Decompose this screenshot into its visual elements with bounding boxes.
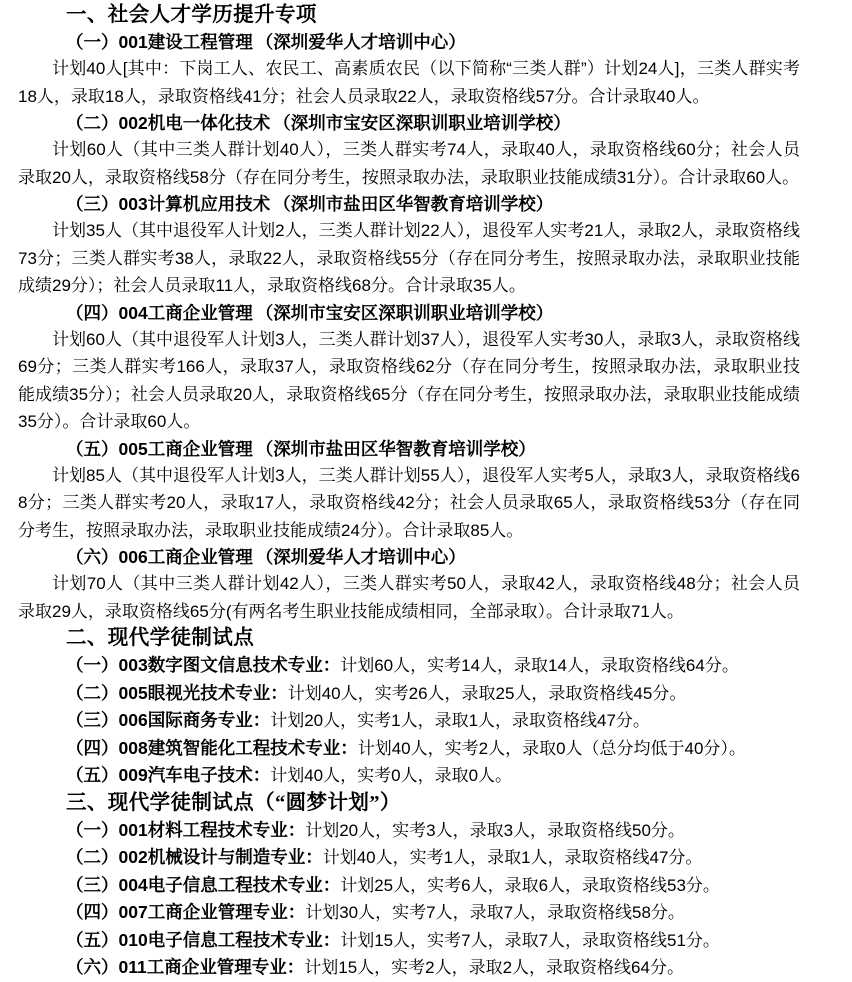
list-item-label: （五）010电子信息工程技术专业：: [66, 929, 341, 950]
list-item-2-3: [18, 707, 800, 735]
list-item-label: （二）005眼视光技术专业：: [66, 682, 288, 703]
list-item-label: （一）001材料工程技术专业：: [66, 819, 306, 840]
subsection-org: （深圳市宝安区深职训职业培训学校）: [273, 113, 571, 133]
list-item-2-5: [18, 762, 800, 790]
list-item-label: （二）002机械设计与制造专业：: [66, 847, 323, 867]
list-item-value: 计划15人，实考7人，录取7人，录取资格线51分。: [340, 930, 720, 950]
subsection-body-1-2: 计划60人（其中三类人群计划40人），三类人群实考74人，录取40人，录取资格线60分；社会人员录取20人，录取资格线58分（存在同分考生，按照录取办法，录取职业技能成绩31分）。合计录取60人。: [18, 140, 800, 187]
subsection-label: （二）002机电一体化技术: [66, 113, 271, 133]
list-item-value: 计划20人，实考3人，录取3人，录取资格线50分。: [305, 820, 685, 840]
subsection-label: （四）004工商企业管理: [66, 302, 253, 323]
subsection-heading-1-1: [18, 29, 800, 55]
list-item-3-4: [18, 899, 800, 927]
subsection-heading-1-2: [18, 110, 800, 136]
list-item-value: 计划15人，实考2人，录取2人，录取资格线64分。: [304, 958, 684, 977]
subsection-label: （一）001建设工程管理: [66, 32, 253, 52]
subsection-org: （深圳市盐田区华智教育培训学校）: [255, 438, 536, 459]
list-item-value: 计划60人，实考14人，录取14人，录取资格线64分。: [340, 656, 739, 675]
list-item-value: 计划25人，实考6人，录取6人，录取资格线53分。: [340, 875, 720, 895]
list-item-label: （三）004电子信息工程技术专业：: [66, 874, 341, 895]
subsection-label: （六）006工商企业管理: [66, 547, 253, 567]
list-item-value: 计划40人，实考0人，录取0人。: [270, 766, 513, 785]
list-item-value: 计划40人，实考1人，录取1人，录取资格线47分。: [322, 848, 703, 867]
subsection-body-1-1: 计划40人[其中：下岗工人、农民工、高素质农民（以下简称“三类人群”）计划24人]，三类人群实考18人，录取18人，录取资格线41分；社会人员录取22人，录取资格线57分。合计录取40人。: [18, 59, 800, 106]
subsection-org: （深圳爱华人才培训中心）: [255, 32, 466, 52]
list-item-2-1: [18, 652, 800, 680]
list-item-2-4: [18, 735, 800, 763]
subsection-heading-1-3: [18, 191, 800, 217]
list-item-3-3: [18, 872, 800, 900]
list-item-2-2: [18, 680, 800, 708]
list-item-3-2: [18, 844, 800, 872]
list-item-value: 计划40人，实考2人，录取0人（总分均低于40分）。: [357, 738, 746, 758]
subsection-heading-1-5: [18, 436, 800, 462]
subsection-label: （五）005工商企业管理: [66, 438, 253, 459]
subsection-org: （深圳爱华人才培训中心）: [255, 547, 466, 567]
list-item-3-1: [18, 817, 800, 845]
subsection-org: （深圳市盐田区华智教育培训学校）: [273, 194, 554, 214]
subsection-body-1-6: 计划70人（其中三类人群计划42人），三类人群实考50人，录取42人，录取资格线48分；社会人员录取29人，录取资格线65分(有两名考生职业技能成绩相同，全部录取）。合计录取71人。: [18, 574, 800, 621]
list-item-label: （五）009汽车电子技术：: [66, 765, 271, 785]
subsection-body-1-3: 计划35人（其中退役军人计划2人，三类人群计划22人），退役军人实考21人，录取2人，录取资格线73分；三类人群实考38人，录取22人，录取资格线55分（存在同分考生，按照录取办法，录取职业技能成绩29分）；社会人员录取11人，录取资格线68分。合计录取35人。: [18, 221, 800, 295]
list-item-3-5: [18, 927, 800, 955]
section-heading-1: 一、社会人才学历提升专项: [66, 4, 317, 26]
list-item-value: 计划30人，实考7人，录取7人，录取资格线58分。: [305, 903, 685, 922]
subsection-heading-1-6: [18, 544, 800, 570]
list-item-label: （一）003数字图文信息技术专业：: [66, 655, 341, 675]
list-item-value: 计划40人，实考26人，录取25人，录取资格线45分。: [287, 683, 687, 703]
list-item-3-6: [18, 954, 800, 982]
list-item-label: （四）008建筑智能化工程技术专业：: [66, 737, 358, 758]
subsection-label: （三）003计算机应用技术: [66, 194, 271, 214]
subsection-heading-1-4: [18, 300, 800, 326]
section-heading-3: 三、现代学徒制试点（“圆梦计划”）: [66, 791, 401, 814]
section-heading-2: 二、现代学徒制试点: [66, 627, 255, 649]
list-item-value: 计划20人，实考1人，录取1人，录取资格线47分。: [270, 711, 650, 730]
subsection-body-1-4: 计划60人（其中退役军人计划3人，三类人群计划37人），退役军人实考30人，录取3人，录取资格线69分；三类人群实考166人，录取37人，录取资格线62分（存在同分考生，按照录取办法，录取职业技能成绩35分）；社会人员录取20人，录取资格线65分（存在同分考生，按照录取办法，录取职业技能成绩35分）。合计录取60人。: [18, 329, 800, 431]
list-item-label: （三）006国际商务专业：: [66, 710, 271, 730]
subsection-org: （深圳市宝安区深职训职业培训学校）: [255, 302, 554, 323]
subsection-body-1-5: 计划85人（其中退役军人计划3人，三类人群计划55人），退役军人实考5人，录取3人，录取资格线68分；三类人群实考20人，录取17人，录取资格线42分；社会人员录取65人，录取资格线53分（存在同分考生，按照录取办法，录取职业技能成绩24分）。合计录取85人。: [18, 465, 800, 540]
list-item-label: （六）011工商企业管理专业：: [66, 957, 305, 977]
list-item-label: （四）007工商企业管理专业：: [66, 902, 306, 922]
